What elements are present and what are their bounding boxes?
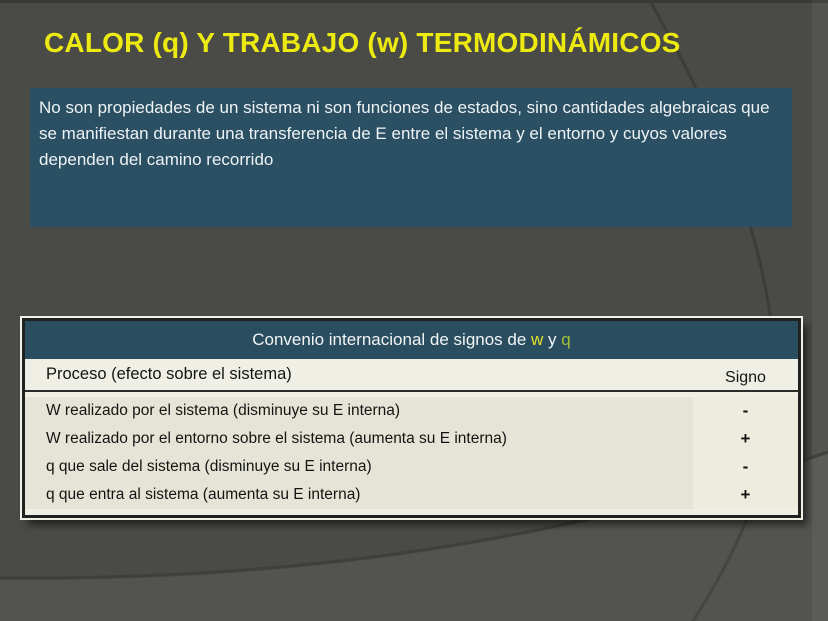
table-row <box>25 425 798 453</box>
table-title-prefix: Convenio internacional de signos de <box>252 330 532 349</box>
column-header-sign: Signo <box>725 368 766 386</box>
sign-convention-table <box>22 318 801 518</box>
row-sign: - <box>693 453 798 481</box>
intro-paragraph: No son propiedades de un sistema ni son funciones de estados, sino cantidades algebraicas que se manifiestan durante una transferencia de E entre el sistema y el entorno y cuyos valores dependen del camino recorrido <box>39 98 770 169</box>
slide-title: CALOR (q) Y TRABAJO (w) TERMODINÁMICOS <box>44 27 681 58</box>
row-label: q que entra al sistema (aumenta su E interna) <box>25 481 693 509</box>
top-edge-shade <box>0 0 828 3</box>
table-title-bar <box>25 321 798 359</box>
table-row <box>25 453 798 481</box>
table-row <box>25 397 798 425</box>
table-title-w: w <box>531 330 544 349</box>
column-header-process: Proceso (efecto sobre el sistema) <box>46 365 292 383</box>
table-title-q: q <box>561 330 571 349</box>
table-column-header-row <box>25 359 798 392</box>
table-body <box>25 392 798 515</box>
row-sign: - <box>693 397 798 425</box>
row-sign: + <box>693 425 798 453</box>
row-sign: + <box>693 481 798 509</box>
row-label: q que sale del sistema (disminuye su E interna) <box>25 453 693 481</box>
intro-panel <box>30 88 792 227</box>
row-label: W realizado por el sistema (disminuye su E interna) <box>25 397 693 425</box>
row-label: W realizado por el entorno sobre el sistema (aumenta su E interna) <box>25 425 693 453</box>
table-title-separator: y <box>543 330 562 349</box>
table-row <box>25 481 798 509</box>
